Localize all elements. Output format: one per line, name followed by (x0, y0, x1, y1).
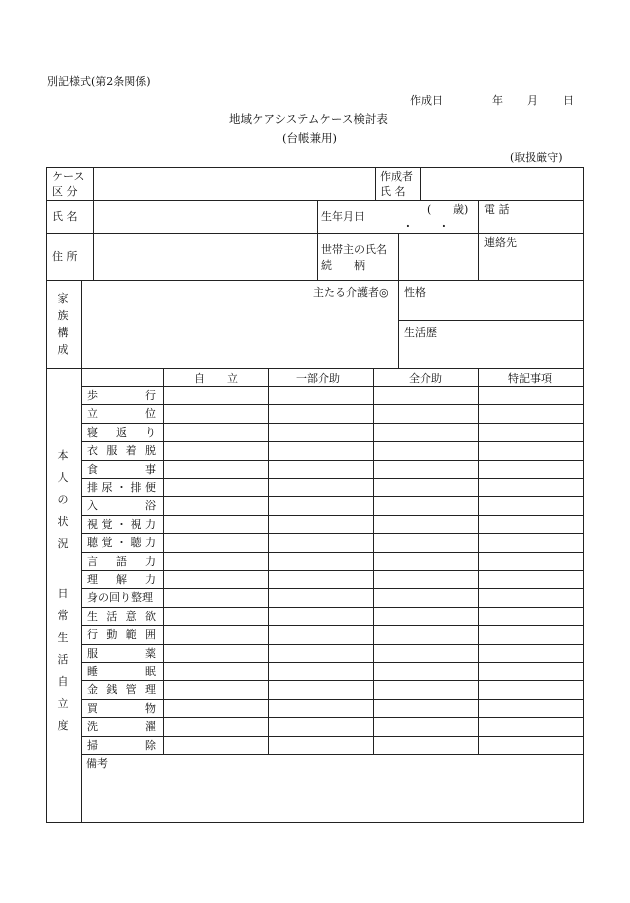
status-cell-full-assist[interactable] (374, 645, 478, 662)
status-cell-full-assist[interactable] (374, 589, 478, 606)
relation-label: 続 柄 (321, 259, 365, 272)
status-cell-independent[interactable] (164, 681, 268, 698)
family-composition-label: 家 族 構 成 (57, 292, 69, 356)
status-cell-partial-assist[interactable] (269, 534, 373, 551)
status-cell-independent[interactable] (164, 461, 268, 478)
divider (317, 233, 318, 280)
phone-field[interactable] (479, 215, 583, 233)
status-cell-independent[interactable] (164, 626, 268, 643)
status-cell-full-assist[interactable] (374, 387, 478, 404)
status-cell-special-notes[interactable] (479, 589, 583, 606)
birthdate-field[interactable] (372, 201, 478, 233)
status-cell-partial-assist[interactable] (269, 553, 373, 570)
status-cell-special-notes[interactable] (479, 534, 583, 551)
status-cell-special-notes[interactable] (479, 571, 583, 588)
age-open-paren: ( (427, 203, 432, 216)
status-cell-special-notes[interactable] (479, 442, 583, 459)
status-cell-partial-assist[interactable] (269, 718, 373, 735)
status-cell-partial-assist[interactable] (269, 700, 373, 717)
status-cell-partial-assist[interactable] (269, 424, 373, 441)
divider (81, 754, 584, 755)
status-cell-full-assist[interactable] (374, 553, 478, 570)
status-cell-special-notes[interactable] (479, 608, 583, 625)
page-subtitle: (台帳兼用) (282, 131, 337, 145)
status-cell-full-assist[interactable] (374, 534, 478, 551)
status-cell-full-assist[interactable] (374, 442, 478, 459)
status-cell-independent[interactable] (164, 442, 268, 459)
divider (46, 368, 584, 369)
status-cell-special-notes[interactable] (479, 405, 583, 422)
status-row-label: 視 覚 ・ 視 力 (87, 517, 156, 531)
column-partial-assist: 一部介助 (296, 372, 340, 385)
personality-label: 性格 (404, 286, 426, 299)
form-number: 別記様式(第2条関係) (47, 75, 151, 88)
status-cell-partial-assist[interactable] (269, 681, 373, 698)
householder-label: 世帯主の氏名 (321, 243, 387, 256)
month-label: 月 (527, 94, 538, 107)
status-cell-special-notes[interactable] (479, 497, 583, 514)
status-cell-independent[interactable] (164, 424, 268, 441)
status-row-label: 洗 濯 (87, 720, 156, 734)
column-full-assist: 全介助 (409, 372, 442, 385)
status-cell-full-assist[interactable] (374, 608, 478, 625)
status-cell-full-assist[interactable] (374, 405, 478, 422)
status-row-label: 金 銭 管 理 (87, 683, 156, 697)
status-cell-full-assist[interactable] (374, 479, 478, 496)
border-right (583, 167, 584, 823)
status-cell-full-assist[interactable] (374, 700, 478, 717)
personality-field[interactable] (399, 300, 583, 320)
status-cell-special-notes[interactable] (479, 516, 583, 533)
divider (398, 320, 584, 321)
status-cell-special-notes[interactable] (479, 737, 583, 754)
status-cell-partial-assist[interactable] (269, 442, 373, 459)
status-cell-full-assist[interactable] (374, 571, 478, 588)
status-cell-partial-assist[interactable] (269, 497, 373, 514)
status-cell-independent[interactable] (164, 663, 268, 680)
status-cell-special-notes[interactable] (479, 461, 583, 478)
status-cell-independent[interactable] (164, 387, 268, 404)
case-label: ケース (52, 170, 85, 183)
remarks-field[interactable] (82, 771, 583, 822)
day-label: 日 (563, 94, 574, 107)
status-cell-independent[interactable] (164, 718, 268, 735)
case-label: 区 分 (52, 185, 78, 198)
border-bottom (46, 822, 584, 823)
status-cell-independent[interactable] (164, 534, 268, 551)
case-category-field[interactable] (94, 168, 375, 200)
status-cell-partial-assist[interactable] (269, 589, 373, 606)
author-label: 作成者 (380, 170, 413, 183)
status-row-label: 理 解 力 (87, 573, 156, 586)
divider (317, 200, 318, 233)
birth-dot: . (442, 217, 446, 230)
status-row-label: 身の回り整理 (87, 591, 153, 605)
status-cell-partial-assist[interactable] (269, 461, 373, 478)
status-cell-partial-assist[interactable] (269, 608, 373, 625)
status-cell-partial-assist[interactable] (269, 387, 373, 404)
status-cell-partial-assist[interactable] (269, 626, 373, 643)
status-cell-special-notes[interactable] (479, 645, 583, 662)
status-row-label: 入 浴 (87, 499, 156, 513)
status-row-label: 排 尿 ・ 排 便 (87, 481, 156, 494)
contact-label: 連絡先 (484, 236, 517, 249)
status-row-label: 掃 除 (87, 738, 156, 752)
status-cell-special-notes[interactable] (479, 479, 583, 496)
status-cell-independent[interactable] (164, 700, 268, 717)
author-label: 氏 名 (380, 185, 406, 198)
address-field[interactable] (94, 234, 317, 280)
status-row-label: 睡 眠 (87, 665, 156, 678)
remarks-label: 備考 (86, 757, 108, 770)
status-cell-independent[interactable] (164, 553, 268, 570)
status-cell-partial-assist[interactable] (269, 405, 373, 422)
status-row-label: 衣 服 着 脱 (87, 444, 156, 458)
status-cell-special-notes[interactable] (479, 681, 583, 698)
householder-field[interactable] (399, 234, 478, 280)
status-cell-full-assist[interactable] (374, 681, 478, 698)
status-cell-full-assist[interactable] (374, 663, 478, 680)
contact-field[interactable] (479, 249, 583, 280)
life-history-field[interactable] (399, 340, 583, 368)
status-row-label: 食 事 (87, 462, 156, 476)
page-title: 地域ケアシステムケース検討表 (229, 112, 388, 126)
status-row-label: 言 語 力 (87, 554, 156, 568)
status-cell-independent[interactable] (164, 516, 268, 533)
birthdate-label: 生年月日 (321, 210, 365, 223)
name-field[interactable] (94, 201, 317, 233)
author-name-field[interactable] (421, 168, 583, 200)
status-cell-special-notes[interactable] (479, 700, 583, 717)
column-special-notes: 特記事項 (508, 372, 552, 385)
status-row-label: 買 物 (87, 701, 156, 715)
status-cell-independent[interactable] (164, 571, 268, 588)
status-cell-independent[interactable] (164, 645, 268, 662)
family-field[interactable] (82, 301, 398, 368)
column-independent: 自 立 (194, 372, 238, 385)
status-cell-partial-assist[interactable] (269, 663, 373, 680)
status-cell-special-notes[interactable] (479, 626, 583, 643)
phone-label: 電 話 (484, 203, 510, 216)
status-row-label: 寝 返 り (87, 425, 156, 439)
divider (46, 280, 584, 281)
life-history-label: 生活歴 (404, 326, 437, 339)
status-cell-special-notes[interactable] (479, 387, 583, 404)
status-cell-special-notes[interactable] (479, 424, 583, 441)
created-date-label: 作成日 (410, 94, 443, 107)
daily-independence-label: 日 常 生 活 自 立 度 (57, 587, 69, 732)
confidential-note: (取扱厳守) (510, 151, 563, 164)
status-cell-partial-assist[interactable] (269, 479, 373, 496)
year-label: 年 (492, 94, 503, 107)
age-label: 歳) (453, 203, 469, 216)
case-form (46, 167, 584, 823)
status-row-label: 聴 覚 ・ 聴 力 (87, 536, 156, 550)
status-cell-independent[interactable] (164, 737, 268, 754)
status-cell-partial-assist[interactable] (269, 571, 373, 588)
status-cell-independent[interactable] (164, 497, 268, 514)
status-cell-partial-assist[interactable] (269, 516, 373, 533)
status-cell-independent[interactable] (164, 589, 268, 606)
status-cell-special-notes[interactable] (479, 553, 583, 570)
status-row-label: 歩 行 (87, 389, 156, 402)
status-row-label: 立 位 (87, 407, 156, 421)
status-cell-full-assist[interactable] (374, 516, 478, 533)
status-cell-independent[interactable] (164, 608, 268, 625)
name-label: 氏 名 (52, 210, 78, 223)
border-left (46, 167, 47, 823)
address-label: 住 所 (52, 250, 78, 263)
personal-status-label: 本 人 の 状 況 (57, 449, 69, 550)
status-cell-partial-assist[interactable] (269, 645, 373, 662)
status-cell-special-notes[interactable] (479, 718, 583, 735)
status-row-label: 行 動 範 囲 (87, 628, 156, 642)
divider (375, 167, 376, 200)
status-cell-full-assist[interactable] (374, 461, 478, 478)
status-cell-full-assist[interactable] (374, 626, 478, 643)
status-row-label: 服 薬 (87, 646, 156, 660)
caregiver-label: 主たる介護者◎ (313, 286, 389, 299)
status-cell-independent[interactable] (164, 479, 268, 496)
status-cell-partial-assist[interactable] (269, 737, 373, 754)
status-cell-special-notes[interactable] (479, 663, 583, 680)
birth-dot: . (406, 217, 410, 230)
status-row-label: 生 活 意 欲 (87, 609, 156, 623)
status-cell-full-assist[interactable] (374, 424, 478, 441)
status-cell-full-assist[interactable] (374, 737, 478, 754)
status-cell-full-assist[interactable] (374, 718, 478, 735)
status-cell-full-assist[interactable] (374, 497, 478, 514)
status-cell-independent[interactable] (164, 405, 268, 422)
